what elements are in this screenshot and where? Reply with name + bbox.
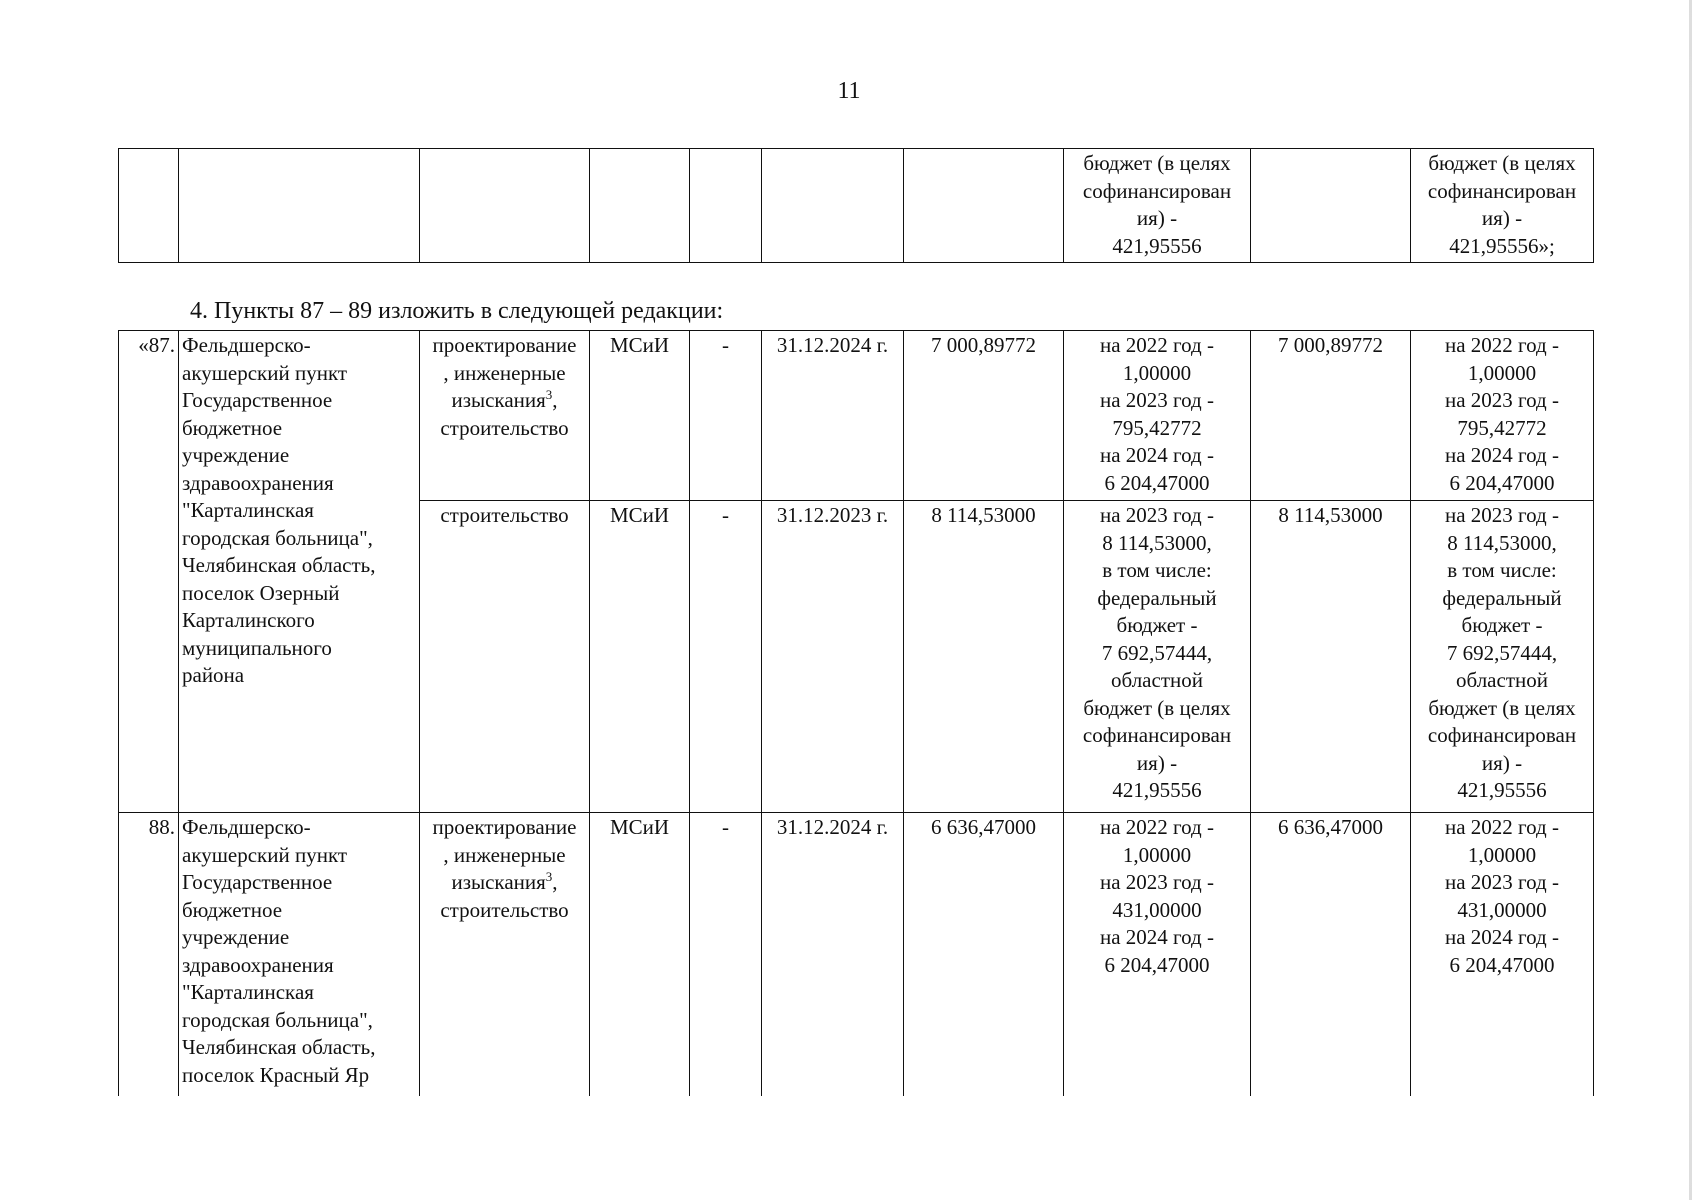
object-name: Фельдшерско- акушерский пункт Государственное бюджетное учреждение здравоохранения "Карталинская городская больница", Челябинская область, поселок Красный Яр <box>179 813 420 1096</box>
scan-edge-decoration <box>1689 0 1692 1200</box>
financing-2: на 2023 год - 8 114,53000, в том числе: федеральный бюджет - 7 692,57444, областной бюджет (в целях софинансирован ия) - 421,95556 <box>1411 501 1594 813</box>
financing: на 2022 год - 1,00000 на 2023 год - 795,42772 на 2024 год - 6 204,47000 <box>1064 331 1251 501</box>
work-type: проектирование , инженерные изыскания$^3$, строительство <box>420 331 590 501</box>
cost-2: 8 114,53000 <box>1251 501 1411 813</box>
dash-cell: - <box>690 501 762 813</box>
cell <box>690 149 762 263</box>
financing-2: на 2022 год - 1,00000 на 2023 год - 795,42772 на 2024 год - 6 204,47000 <box>1411 331 1594 501</box>
financing-2: на 2022 год - 1,00000 на 2023 год - 431,00000 на 2024 год - 6 204,47000 <box>1411 813 1594 1096</box>
finance-cell-2: бюджет (в целях софинансирован ия) - 421,95556»; <box>1411 149 1594 263</box>
work-type: строительство <box>420 501 590 813</box>
deadline: 31.12.2023 г. <box>762 501 904 813</box>
cell <box>904 149 1064 263</box>
cost: 8 114,53000 <box>904 501 1064 813</box>
responsible-org: МСиИ <box>590 813 690 1096</box>
dash-cell: - <box>690 813 762 1096</box>
section-heading: 4. Пункты 87 – 89 изложить в следующей редакции: <box>190 298 724 324</box>
work-type: проектирование , инженерные изыскания$^3$, строительство <box>420 813 590 1096</box>
objects-table <box>118 330 1594 1096</box>
table-row <box>119 813 1594 1096</box>
cost-2: 6 636,47000 <box>1251 813 1411 1096</box>
row-number: «87. <box>119 331 179 813</box>
financing: на 2023 год - 8 114,53000, в том числе: федеральный бюджет - 7 692,57444, областной бюджет (в целях софинансирован ия) - 421,95556 <box>1064 501 1251 813</box>
dash-cell: - <box>690 331 762 501</box>
cost-2: 7 000,89772 <box>1251 331 1411 501</box>
cell <box>179 149 420 263</box>
object-name: Фельдшерско- акушерский пункт Государственное бюджетное учреждение здравоохранения "Карталинская городская больница", Челябинская область, поселок Озерный Карталинского муниципального района <box>179 331 420 813</box>
responsible-org: МСиИ <box>590 501 690 813</box>
finance-cell: бюджет (в целях софинансирован ия) - 421,95556 <box>1064 149 1251 263</box>
footnote-ref: 3 <box>545 387 553 402</box>
table-row <box>119 149 1594 263</box>
cost: 7 000,89772 <box>904 331 1064 501</box>
financing: на 2022 год - 1,00000 на 2023 год - 431,00000 на 2024 год - 6 204,47000 <box>1064 813 1251 1096</box>
continuation-table <box>118 148 1594 263</box>
deadline: 31.12.2024 г. <box>762 813 904 1096</box>
cell <box>420 149 590 263</box>
cell <box>762 149 904 263</box>
cost: 6 636,47000 <box>904 813 1064 1096</box>
cell <box>590 149 690 263</box>
cell <box>119 149 179 263</box>
responsible-org: МСиИ <box>590 331 690 501</box>
cell <box>1251 149 1411 263</box>
deadline: 31.12.2024 г. <box>762 331 904 501</box>
page-number: 11 <box>837 78 861 104</box>
table-row <box>119 331 1594 501</box>
footnote-ref: 3 <box>545 869 553 884</box>
row-number: 88. <box>119 813 179 1096</box>
